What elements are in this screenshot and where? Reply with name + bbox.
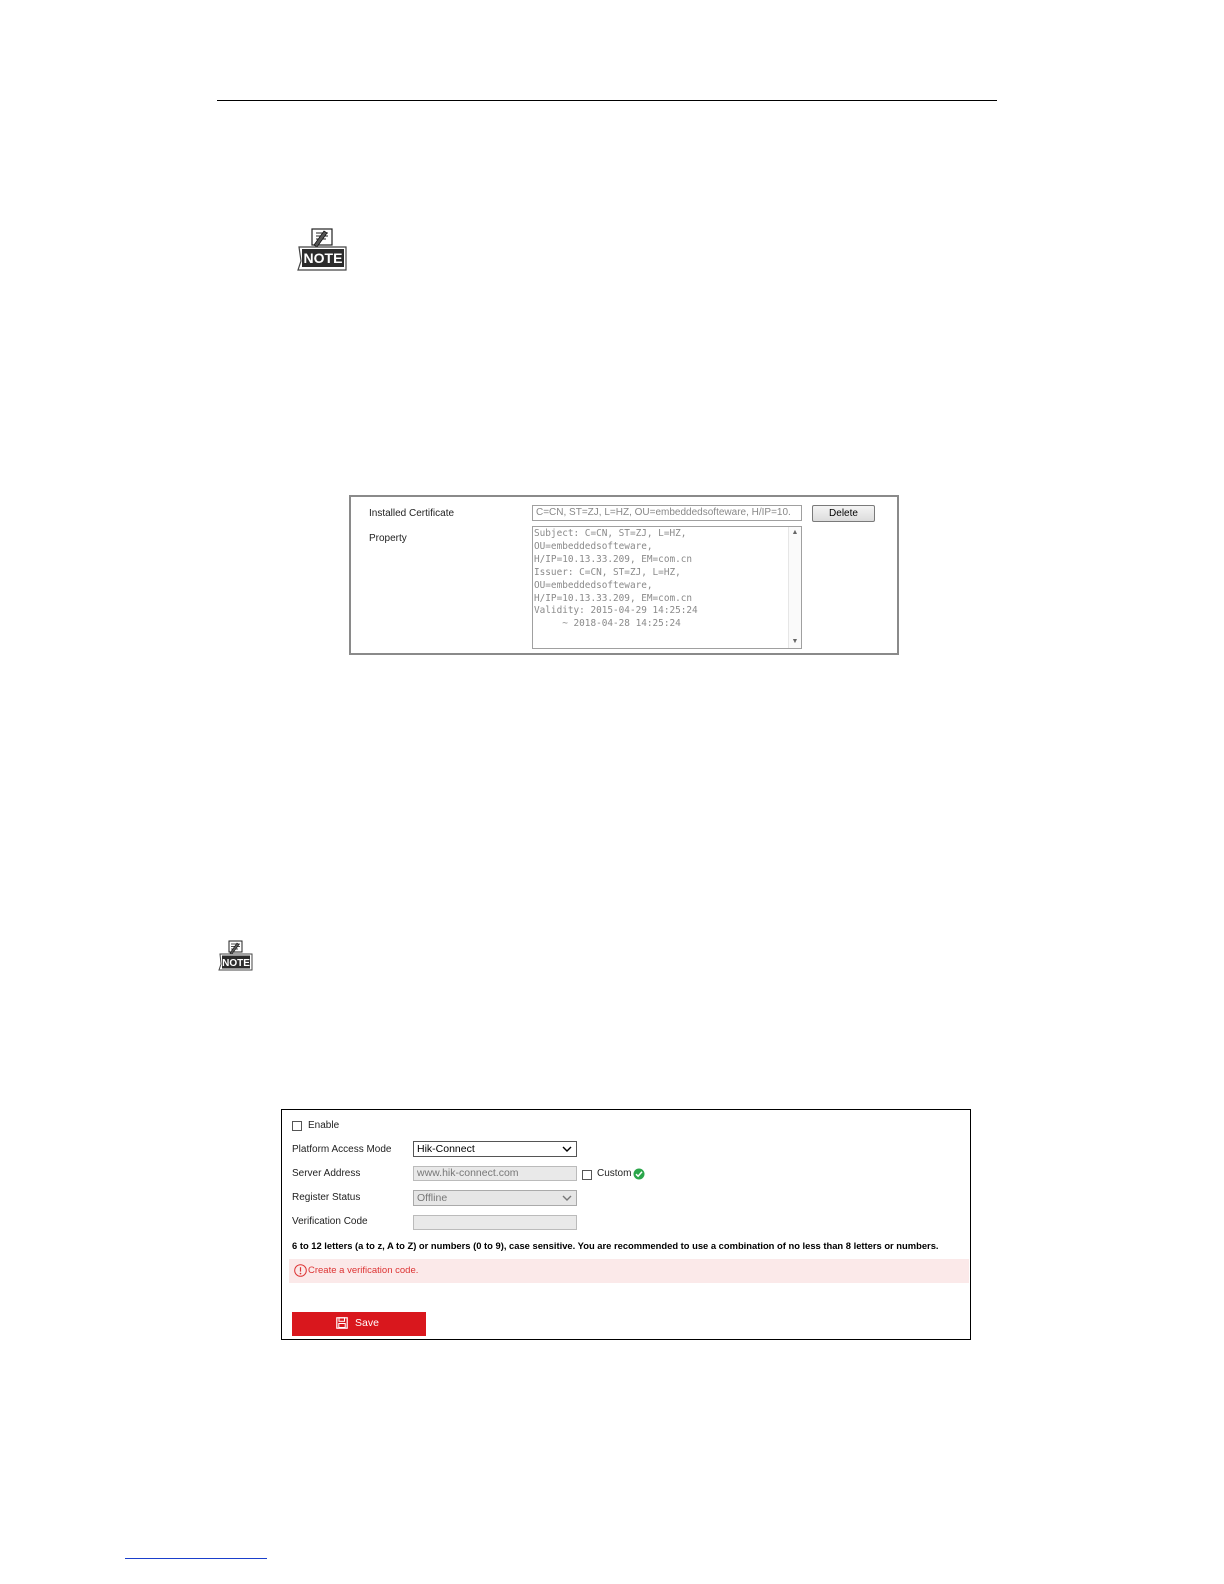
error-info-icon (294, 1264, 307, 1277)
server-address-label: Server Address (292, 1168, 361, 1179)
note-icon (296, 227, 350, 273)
chevron-down-icon (561, 1143, 573, 1155)
header-rule (217, 100, 997, 101)
save-button-label: Save (355, 1317, 379, 1329)
scroll-down-arrow-icon[interactable]: ▼ (791, 638, 799, 645)
verification-code-hint: 6 to 12 letters (a to z, A to Z) or numbers (0 to 9), case sensitive. You are recommended to use a combination of no less than 8 letters or numbers. (292, 1240, 939, 1251)
installed-certificate-field[interactable]: C=CN, ST=ZJ, L=HZ, OU=embeddedsofteware, H/IP=10. (532, 505, 802, 521)
platform-access-mode-value: Hik-Connect (417, 1143, 475, 1155)
property-textarea[interactable] (532, 526, 802, 649)
verification-code-label: Verification Code (292, 1216, 368, 1227)
chevron-down-icon (561, 1192, 573, 1204)
certificate-panel (349, 495, 899, 655)
check-circle-icon (633, 1168, 645, 1180)
svg-text:NOTE: NOTE (303, 250, 343, 266)
verification-code-field[interactable] (413, 1215, 577, 1230)
register-status-value: Offline (417, 1192, 448, 1204)
property-scrollbar[interactable] (788, 527, 801, 648)
platform-access-panel (281, 1109, 971, 1340)
note-icon-small (218, 940, 254, 972)
delete-button[interactable]: Delete (812, 505, 875, 522)
server-address-field[interactable]: www.hik-connect.com (413, 1166, 577, 1181)
enable-checkbox[interactable] (292, 1121, 302, 1131)
property-text: Subject: C=CN, ST=ZJ, L=HZ, OU=embeddedsofteware, H/IP=10.13.33.209, EM=com.cn Issuer: C=CN, ST=ZJ, L=HZ, OU=embeddedsofteware, H/IP=10.13.33.209, EM=com.cn Validity: 2015-04-29 14:25:24 ~ 2018-04-28 14:25:24 (534, 528, 698, 630)
save-disk-icon (336, 1317, 348, 1329)
error-message-text: Create a verification code. (308, 1265, 419, 1276)
scroll-up-arrow-icon[interactable]: ▲ (791, 529, 799, 536)
register-status-select[interactable] (413, 1190, 577, 1206)
platform-access-mode-label: Platform Access Mode (292, 1144, 392, 1155)
register-status-label: Register Status (292, 1192, 361, 1203)
custom-label: Custom (597, 1168, 632, 1179)
custom-checkbox[interactable] (582, 1170, 592, 1180)
footer-link-underline (125, 1558, 267, 1559)
svg-text:NOTE: NOTE (222, 958, 250, 969)
save-button[interactable] (292, 1312, 426, 1336)
property-label: Property (369, 533, 407, 544)
installed-certificate-label: Installed Certificate (369, 508, 455, 519)
platform-access-mode-select[interactable] (413, 1141, 577, 1157)
error-message-bar (289, 1259, 969, 1283)
enable-label: Enable (308, 1120, 340, 1131)
